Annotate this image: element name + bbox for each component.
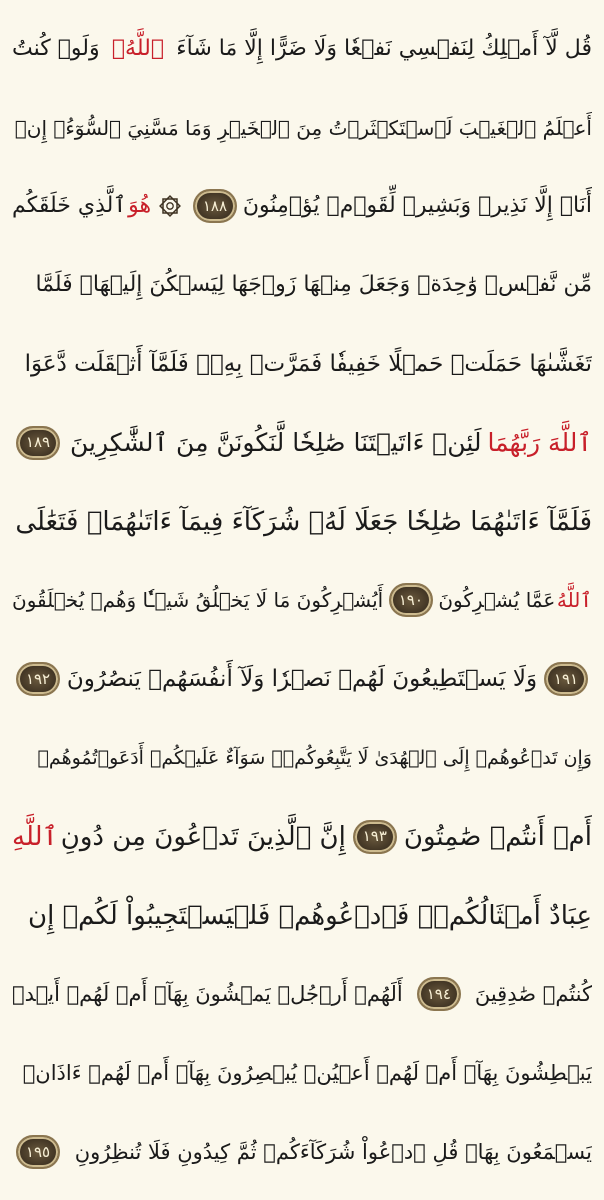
text-line (12, 168, 592, 247)
divine-name-text: ٱللَّهُ (556, 588, 592, 613)
text-line (12, 246, 592, 325)
verse-number: ١٨٨ (202, 196, 228, 215)
text-line (12, 562, 592, 641)
verse-text: أَلَهُمۡ أَرۡجُلٞ يَمۡشُونَ بِهَآۖ أَمۡ لَهُمۡ أَيۡدٖ (12, 981, 403, 1006)
verse-number-marker-icon (544, 662, 588, 696)
text-line (12, 640, 592, 719)
verse-text: عَمَّا يُشۡرِكُونَ (438, 588, 556, 613)
verse-number: ١٩٢ (25, 669, 51, 688)
verse-number-marker-icon (16, 662, 60, 696)
verse-text: لَئِنۡ ءَاتَيۡتَنَا صَٰلِحٗا لَّنَكُونَنَّ مِنَ ٱلشَّٰكِرِينَ (69, 428, 482, 458)
verse-text: فَلَمَّآ ءَاتَىٰهُمَا صَٰلِحٗا جَعَلَا لَهُۥ شُرَكَآءَ فِيمَآ ءَاتَىٰهُمَاۚ فَتَعَٰلَى (15, 506, 592, 537)
verse-text: إِنَّ ٱلَّذِينَ تَدۡعُونَ مِن دُونِ (60, 821, 346, 852)
verse-number-marker-icon (16, 1135, 60, 1169)
verse-text: وَلَا يَسۡتَطِيعُونَ لَهُمۡ نَصۡرٗا وَلَآ أَنفُسَهُمۡ يَنصُرُونَ (66, 665, 538, 692)
verse-text: وَإِن تَدۡعُوهُمۡ إِلَى ٱلۡهُدَىٰ لَا يَتَّبِعُوكُمۡۚ سَوَآءٌ عَلَيۡكُمۡ أَدَعَوۡتُمُوهُمۡ (37, 746, 592, 769)
verse-number-marker-icon (389, 583, 433, 617)
divine-name-text: ٱللَّهِ (12, 821, 58, 852)
text-line (12, 325, 592, 404)
verse-number-marker-icon (193, 189, 237, 223)
verse-text: مِّن نَّفۡسٖ وَٰحِدَةٖ وَجَعَلَ مِنۡهَا زَوۡجَهَا لِيَسۡكُنَ إِلَيۡهَاۖ فَلَمَّا (35, 272, 592, 298)
verse-text: يَبۡطِشُونَ بِهَآۖ أَمۡ لَهُمۡ أَعۡيُنٞ يُبۡصِرُونَ بِهَآۖ أَمۡ لَهُمۡ ءَاذَانٞ (22, 1060, 592, 1085)
rub-el-hizb-icon (157, 193, 183, 219)
verse-text: تَغَشَّىٰهَا حَمَلَتۡ حَمۡلًا خَفِيفٗا فَمَرَّتۡ بِهِۦۖ فَلَمَّآ أَثۡقَلَت دَّعَوَا (24, 350, 592, 377)
verse-text: يَسۡمَعُونَ بِهَاۗ قُلِ ٱدۡعُواْ شُرَكَآءَكُمۡ ثُمَّ كِيدُونِ فَلَا تُنظِرُونِ (74, 1139, 592, 1164)
verse-text: قُل لَّآ أَمۡلِكُ لِنَفۡسِي نَفۡعٗا وَلَا ضَرًّا إِلَّا مَا شَآءَ (176, 35, 592, 61)
verse-number: ١٩١ (553, 669, 579, 688)
divine-name-text: هُوَ (128, 193, 152, 219)
verse-text: أَيُشۡرِكُونَ مَا لَا يَخۡلُقُ شَيۡـٔٗا وَهُمۡ يُخۡلَقُونَ (12, 588, 384, 613)
verse-number-marker-icon (353, 820, 397, 854)
verse-text: وَلَوۡ كُنتُ (12, 35, 100, 61)
text-line (12, 1034, 592, 1113)
text-line (12, 483, 592, 562)
verse-text: أَعۡلَمُ ٱلۡغَيۡبَ لَٱسۡتَكۡثَرۡتُ مِنَ ٱلۡخَيۡرِ وَمَا مَسَّنِيَ ٱلسُّوٓءُۚ إِنۡ (14, 115, 592, 140)
text-line (12, 404, 592, 483)
text-line (12, 877, 592, 956)
text-line (12, 89, 592, 168)
text-line (12, 10, 592, 89)
divine-name-text: ٱللَّهَ رَبَّهُمَا (487, 428, 592, 458)
verse-number: ١٩٣ (362, 827, 387, 846)
verse-number-marker-icon (16, 426, 60, 460)
text-line (12, 798, 592, 877)
verse-number: ١٩٤ (426, 984, 451, 1003)
verse-text: ٱلَّذِي خَلَقَكُم (12, 193, 127, 219)
text-line (12, 719, 592, 798)
verse-number: ١٩٥ (25, 1142, 51, 1161)
verse-number-marker-icon (417, 977, 461, 1011)
text-line (12, 956, 592, 1035)
verse-text: كُنتُمۡ صَٰدِقِينَ (474, 981, 592, 1006)
verse-number: ١٩٠ (398, 590, 423, 609)
verse-text: أَمۡ أَنتُمۡ صَٰمِتُونَ (403, 821, 592, 852)
verse-text: أَنَا۠ إِلَّا نَذِيرٞ وَبَشِيرٞ لِّقَوۡمٖ يُؤۡمِنُونَ (242, 193, 592, 219)
text-line (12, 1113, 592, 1192)
verse-number: ١٨٩ (25, 433, 51, 452)
divine-name-text: ٱللَّهُۚ (111, 35, 165, 61)
verse-text: عِبَادٌ أَمۡثَالُكُمۡۖ فَٱدۡعُوهُمۡ فَلۡيَسۡتَجِيبُواْ لَكُمۡ إِن (27, 900, 592, 931)
